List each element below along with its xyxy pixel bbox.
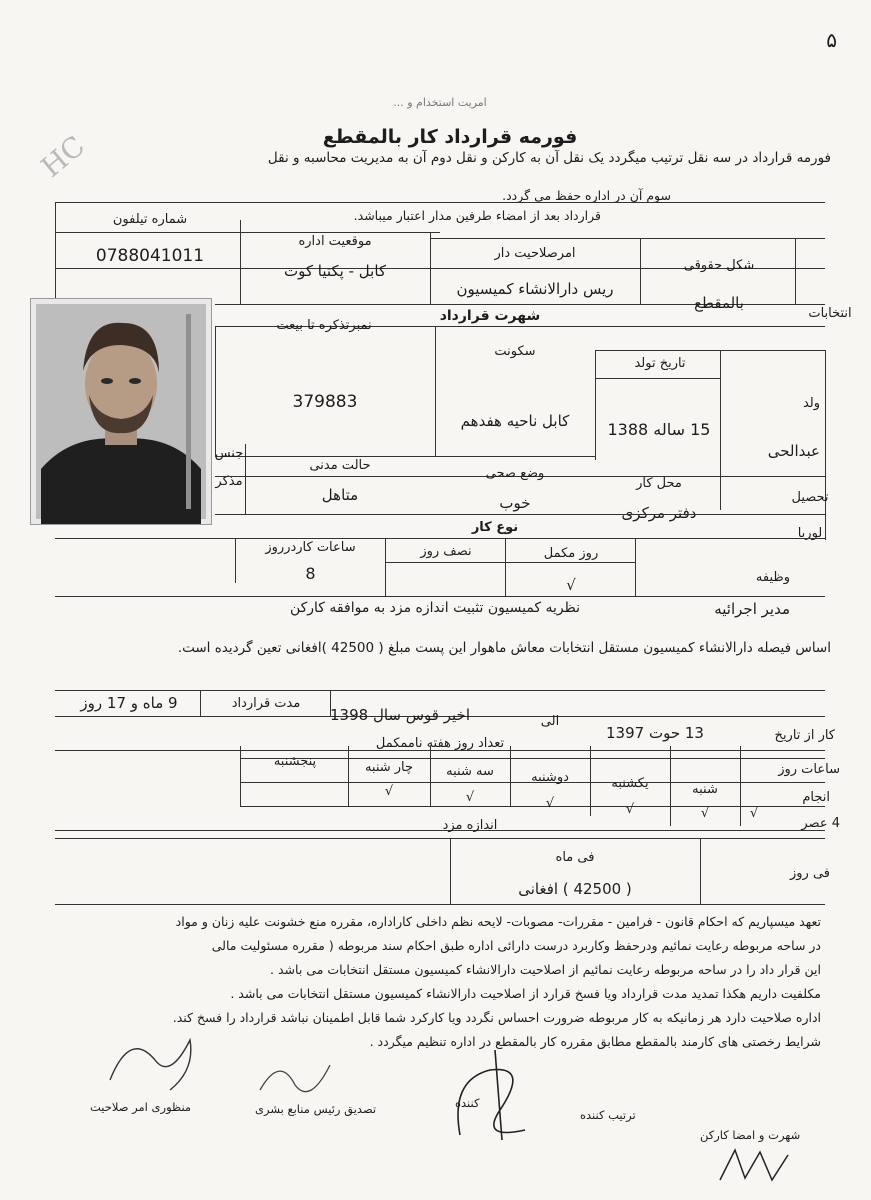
rule-p-6 <box>215 514 825 515</box>
time-value: 4 عصر <box>801 816 840 831</box>
marital-label: حالت مدنی <box>309 458 371 473</box>
phone-value: 0788041011 <box>95 246 205 266</box>
birth-label: تاریخ تولد <box>634 356 686 371</box>
approver-signature <box>100 1020 210 1100</box>
done-label: انجام <box>802 790 830 805</box>
employee-signature <box>710 1140 800 1190</box>
check-saturday: √ <box>700 806 710 821</box>
person-section-title: شهرت قرارداد <box>439 308 541 324</box>
rule-w-3 <box>55 596 825 597</box>
start-date-value: 13 حوت 1397 <box>606 724 704 742</box>
gender-value: مذکر <box>215 474 243 489</box>
rule-d-v6 <box>670 746 671 826</box>
rule-org-v5 <box>795 238 796 304</box>
verifier-signature <box>440 1040 550 1150</box>
clause-4: مکلفیت داریم هکذا تمدید مدت قرارداد ویا فسخ قرارد از اصلاحیت دارالانشاء کمیسیون مستقل انتخابات می باشد . <box>230 986 821 1001</box>
header-note-3: قرارداد بعد از امضاء طرفین مدار اعتبار میباشد. <box>353 208 601 223</box>
clause-2: در ساحه مربوطه رعایت نمائیم ودرحفظ وکاربرد درست دارائی اداره طبق احکام سند مربوطه ( مقرره مسئولیت مالی <box>211 938 821 953</box>
work-section-title: نوع کار <box>471 520 519 535</box>
page-number: ۵ <box>826 28 837 52</box>
duty-value: مدیر اجرائیه <box>714 600 790 618</box>
rule-p-2 <box>595 350 825 351</box>
check-extra: √ <box>749 806 759 821</box>
rule-w-v4 <box>635 538 636 596</box>
faint-top-text: امریت استخدام و ... <box>393 96 487 109</box>
location-label: موقعیت اداره <box>298 234 372 249</box>
day-saturday: شنبه <box>692 782 718 797</box>
duration-label: مدت قرارداد <box>231 696 301 711</box>
rule-p-v1 <box>215 326 216 456</box>
rule-org-v2 <box>240 220 241 304</box>
from-label: کار از تاریخ <box>774 728 835 743</box>
rule-wg-v2 <box>700 838 701 904</box>
rule-w-v1 <box>235 538 236 583</box>
rule-w-v3 <box>505 538 506 596</box>
days-row-label: ساعات روز <box>778 762 840 777</box>
marital-value: متاهل <box>321 486 359 504</box>
confirmer-label: تصدیق رئیس منابع بشری <box>255 1102 377 1116</box>
daily-label: فی روز <box>789 866 830 881</box>
check-monday: √ <box>545 796 555 811</box>
form-title: فورمه قرارداد کار بالمقطع <box>322 126 578 148</box>
legal-form-label: شکل حقوقی <box>683 258 755 273</box>
rule-p-v5 <box>825 350 826 540</box>
workplace-value: دفتر مرکزی <box>621 504 697 522</box>
rule-d-v4 <box>510 746 511 806</box>
header-note-1: فورمه قرارداد در سه نقل ترتیب میگردد یک نقل آن به کارکن و نقل دوم آن به مدیریت محاسبه و نقل <box>267 150 831 166</box>
rule-d-v1 <box>240 746 241 806</box>
rule-wg-2 <box>55 904 825 905</box>
rule-org-top <box>55 202 825 203</box>
hours-label: ساعات کاردرروز <box>265 540 356 555</box>
cut-side-label: انتخابات <box>808 306 852 321</box>
rule-d-v7 <box>740 746 741 826</box>
rule-p-3 <box>595 378 720 379</box>
monthly-label: فی ماه <box>555 850 595 865</box>
health-value: خوب <box>499 494 531 512</box>
rule-org-v1 <box>55 202 56 302</box>
rule-p-v2 <box>435 326 436 456</box>
clause-5: اداره صلاحیت دارد هر زمانیکه به کار مربوطه ضرورت احساس نگردد ویا کارکرد شما قابل اطمینان نباشد قرارداد را فسخ کند. <box>172 1010 821 1025</box>
check-sunday: √ <box>625 802 635 817</box>
rule-org-v3 <box>430 232 431 304</box>
faint-stamp-mark: HC <box>34 129 92 184</box>
day-thursday: پنجشنبه <box>273 754 317 769</box>
authority-value: ریس دارالانشاء کمیسیون <box>456 280 614 298</box>
hours-value: 8 <box>305 564 316 583</box>
phone-label: شماره تیلفون <box>112 212 188 227</box>
full-day-label: روز مکمل <box>543 546 599 561</box>
authority-label: امرصلاحیت دار <box>494 246 576 261</box>
birth-value: 15 ساله 1388 <box>607 420 711 439</box>
rule-w-1 <box>55 538 825 539</box>
duration-value: 9 ماه و 17 روز <box>80 694 178 712</box>
rule-pd-v1 <box>200 690 201 716</box>
day-monday: دوشنبه <box>531 770 569 785</box>
check-tuesday: √ <box>465 790 475 805</box>
rule-w-v2 <box>385 538 386 596</box>
verifier-label: کننده <box>455 1096 480 1110</box>
duty-label: وظیفه <box>755 570 790 585</box>
rule-wg-v1 <box>450 838 451 904</box>
header-note-2: سوم آن در اداره حفظ می گردد. <box>502 188 671 203</box>
workplace-label: محل کار <box>636 476 682 491</box>
residence-label: سکونت <box>494 344 536 359</box>
location-value: کابل - پکتیا کوت <box>283 262 387 280</box>
gender-label: جنس <box>214 446 244 461</box>
rule-pd-1 <box>55 690 825 691</box>
monthly-value: ( 42500 ) افغانی <box>518 880 632 898</box>
health-label: وضع صحی <box>485 466 545 481</box>
father-label: ولد <box>802 396 820 411</box>
full-day-check: √ <box>566 576 576 594</box>
rule-org-1 <box>55 232 440 233</box>
rule-d-v5 <box>590 746 591 816</box>
education-label: تحصیل <box>791 490 829 505</box>
residence-value: کابل ناحیه هفدهم <box>460 412 570 430</box>
rule-p-v4 <box>720 350 721 510</box>
employee-photo <box>30 298 212 525</box>
legal-form-value: بالمقطع <box>694 294 744 312</box>
approver-label: منظوری امر صلاحیت <box>90 1100 192 1114</box>
tazkira-value: 379883 <box>292 392 358 412</box>
salary-text: اساس فیصله دارالانشاء کمیسیون مستقل انتخابات معاش ماهوار این پست مبلغ ( 42500 )افغانی تعین گردیده است. <box>177 640 831 656</box>
rule-p-4 <box>215 456 595 457</box>
check-wednesday: √ <box>384 784 394 799</box>
rule-p-v3 <box>595 350 596 460</box>
rule-wg-1 <box>55 838 825 839</box>
clause-6: شرایط رخصتی های کارمند بالمقطع مطابق مقرره کار بالمقطع در اداره تنظیم میگردد . <box>369 1034 821 1049</box>
end-date-value: اخیر قوس سال 1398 <box>329 706 470 724</box>
employee-sign-label: شهرت و امضا کارکن <box>700 1128 801 1142</box>
days-title: تعداد روز هفته ناممکمل <box>375 736 505 751</box>
clause-3: این قرار داد را در ساحه مربوطه رعایت نمائیم از اصلاحیت دارالانشاء کمیسیون مستقل انتخابات می باشد . <box>270 962 821 977</box>
day-sunday: یکشنبه <box>611 776 649 791</box>
tazkira-label: نمبرتذکره تا بیعت <box>276 318 372 333</box>
clause-1: تعهد میسپاریم که احکام قانون - فرامین - مقررات- مصوبات- لایحه نظم داخلی کاراداره، مقرره منع خشونت علیه زنان و مواد <box>175 914 821 929</box>
father-value: عبدالحی <box>767 442 820 460</box>
day-tuesday: سه شنبه <box>446 764 494 779</box>
day-wednesday: چار شنبه <box>364 760 414 775</box>
wage-note: نظریه کمیسیون تثبیت اندازه مزد به موافقه کارکن <box>289 600 581 616</box>
hr-signature <box>250 1050 340 1110</box>
rule-org-1b <box>430 238 825 239</box>
rule-d-v3 <box>430 746 431 806</box>
rule-org-v4 <box>640 238 641 304</box>
to-label: الی <box>540 714 560 729</box>
wage-title: اندازه مزد <box>442 818 498 833</box>
half-day-label: نصف روز <box>420 544 472 559</box>
arranger-label: ترتیب کننده <box>580 1108 636 1122</box>
rule-d-v2 <box>348 746 349 806</box>
education-value: لوریا <box>797 526 823 541</box>
rule-w-2 <box>385 562 635 563</box>
